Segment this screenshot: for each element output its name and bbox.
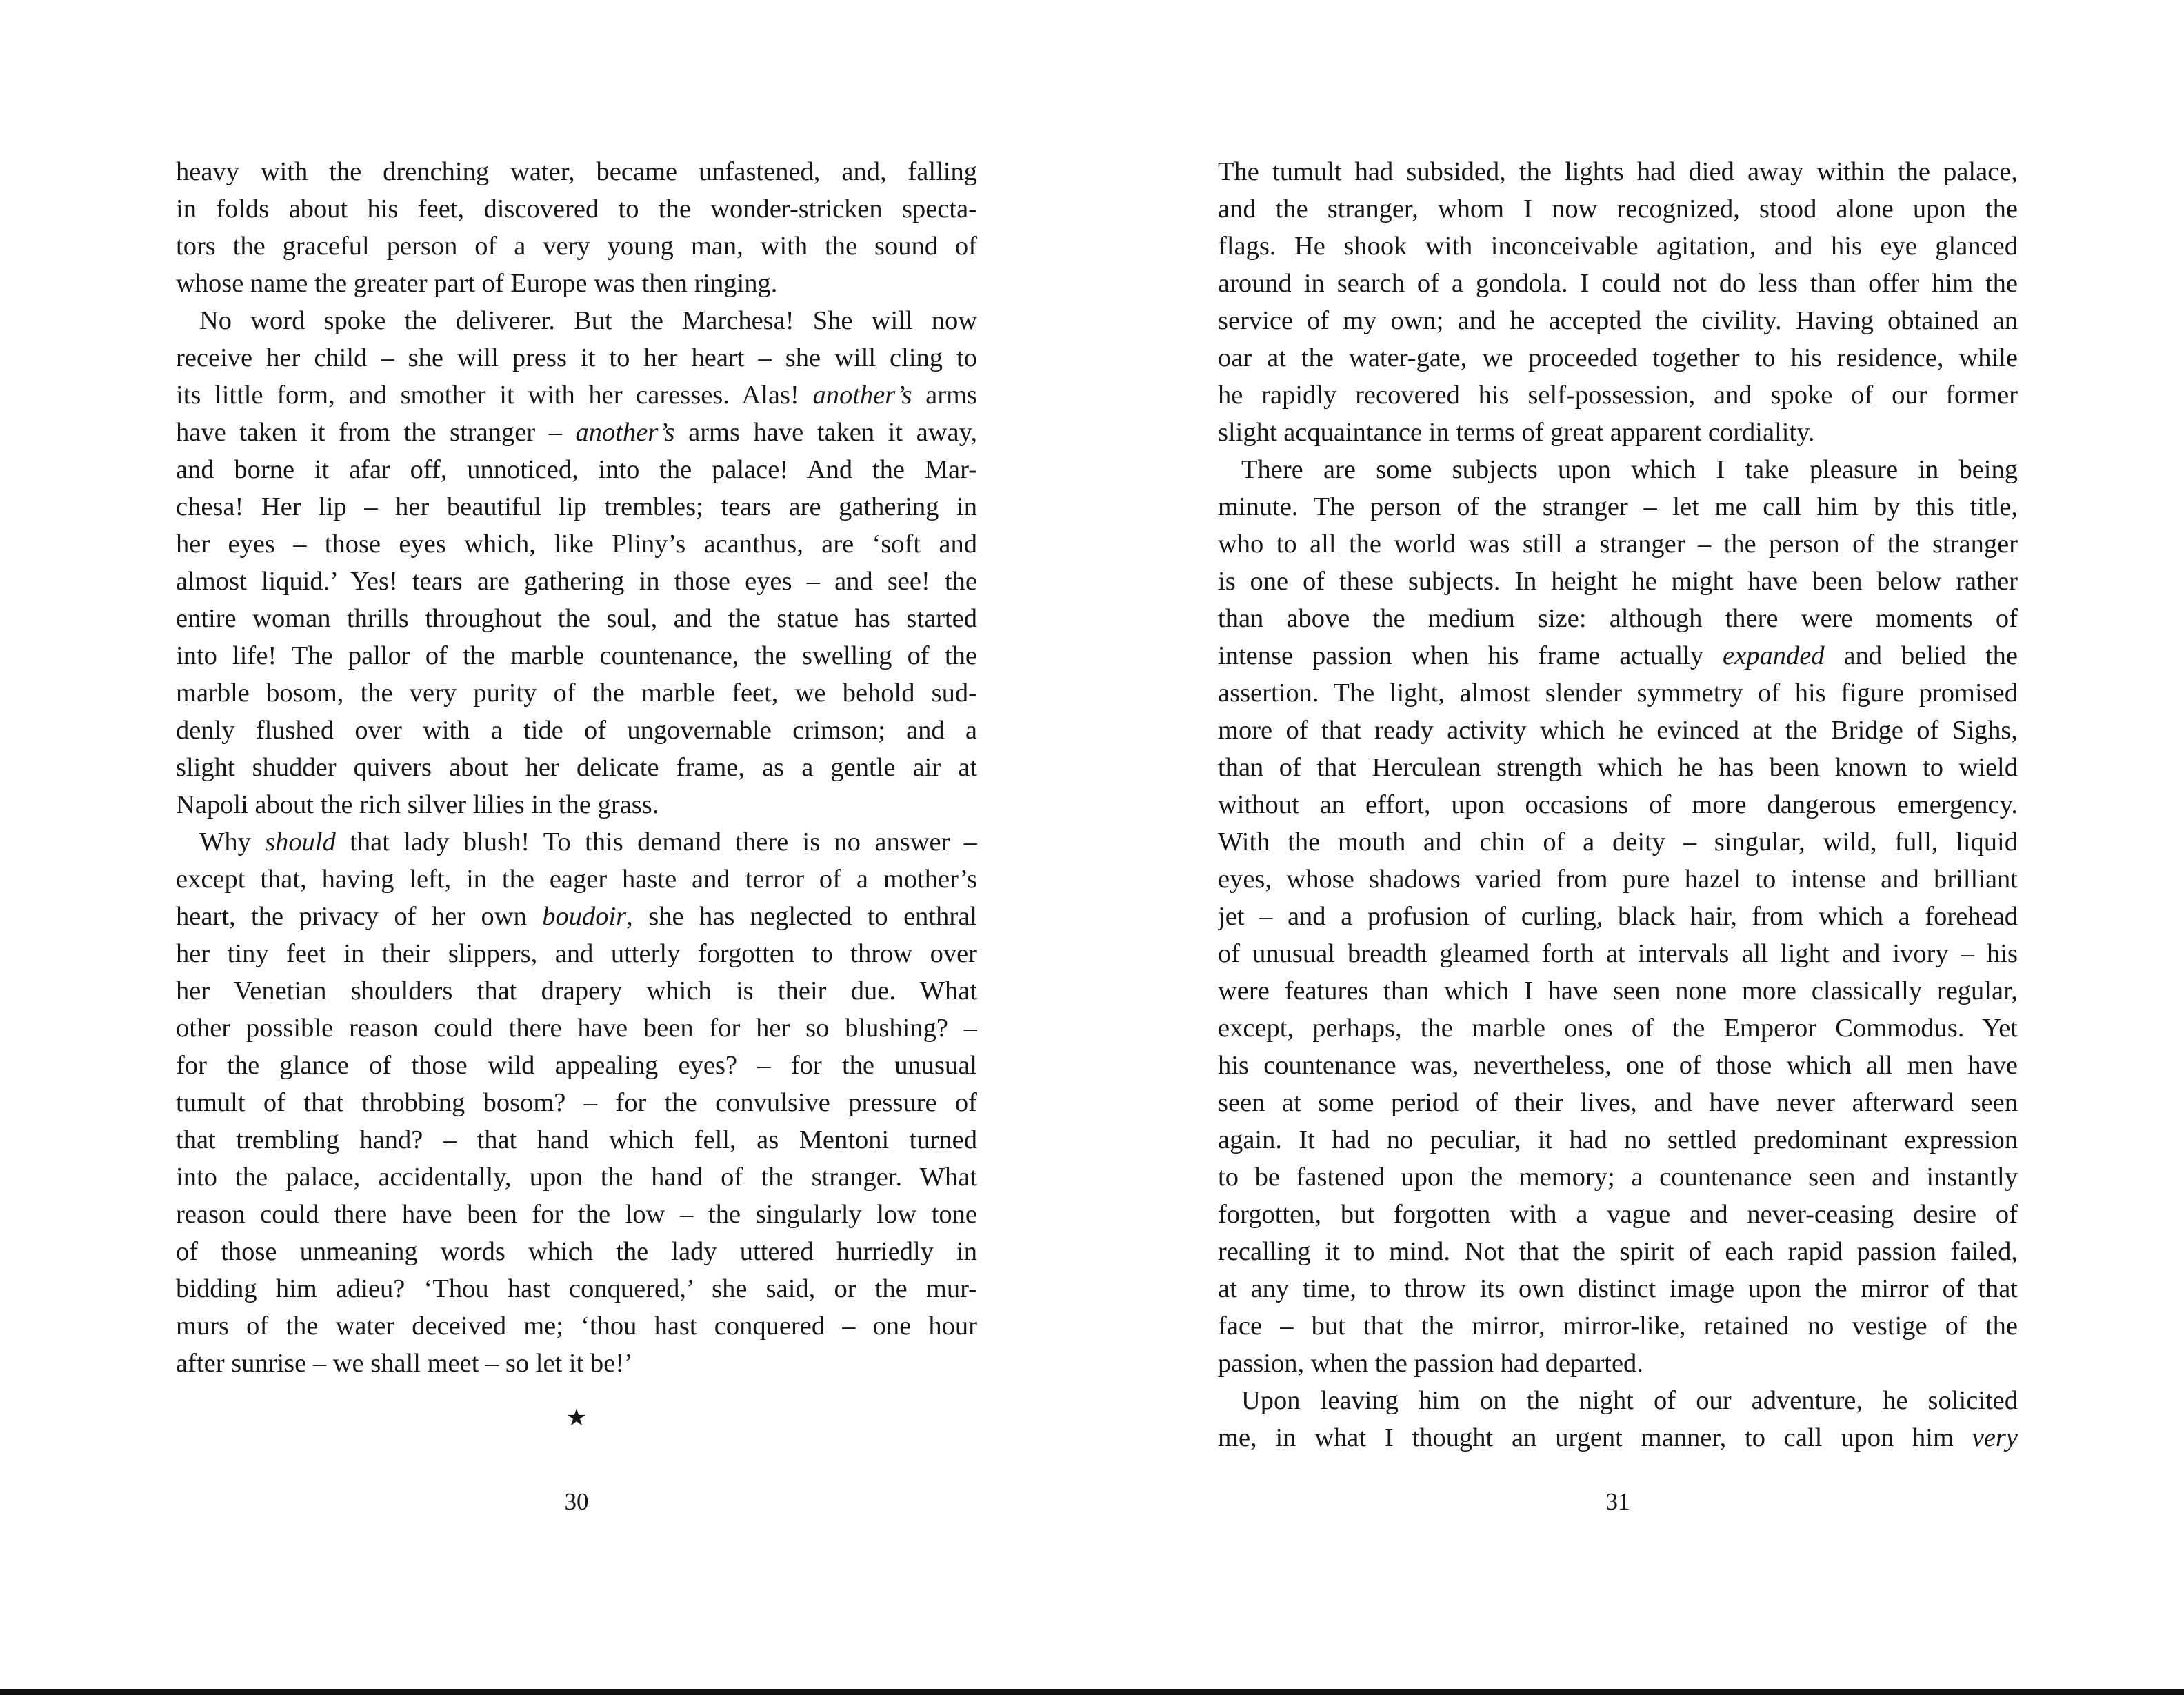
text-line: face – but that the mirror, mirror-like, retained no vestige of the — [1218, 1312, 2018, 1341]
text-line: and borne it afar off, unnoticed, into the palace! And the Mar- — [176, 455, 977, 484]
text-line: me, in what I thought an urgent manner, to call upon him very — [1218, 1423, 2018, 1452]
text-line: around in search of a gondola. I could not do less than offer him the — [1218, 269, 2018, 298]
text-line: flags. He shook with inconceivable agitation, and his eye glanced — [1218, 232, 2018, 261]
text-line: again. It had no peculiar, it had no settled predominant expression — [1218, 1125, 2018, 1154]
text-line: her eyes – those eyes which, like Pliny’s acanthus, are ‘soft and — [176, 530, 977, 559]
text-line: for the glance of those wild appealing eyes? – for the unusual — [176, 1051, 977, 1080]
text-line: of unusual breadth gleamed forth at intervals all light and ivory – his — [1218, 939, 2018, 968]
text-line: that trembling hand? – that hand which fell, as Mentoni turned — [176, 1125, 977, 1154]
text-line: heavy with the drenching water, became unfastened, and, falling — [176, 157, 977, 186]
text-line: passion, when the passion had departed. — [1218, 1349, 1643, 1378]
text-line: into life! The pallor of the marble countenance, the swelling of the — [176, 641, 977, 670]
text-line: in folds about his feet, discovered to the wonder-stricken specta- — [176, 194, 977, 223]
text-line: have taken it from the stranger – another’s arms have taken it away, — [176, 418, 977, 447]
text-line: With the mouth and chin of a deity – singular, wild, full, liquid — [1218, 828, 2018, 856]
text-line: recalling it to mind. Not that the spirit of each rapid passion failed, — [1218, 1237, 2018, 1266]
text-line: assertion. The light, almost slender symmetry of his figure promised — [1218, 679, 2018, 708]
text-line: than of that Herculean strength which he has been known to wield — [1218, 753, 2018, 782]
text-line: tumult of that throbbing bosom? – for the convulsive pressure of — [176, 1088, 977, 1117]
text-line: at any time, to throw its own distinct image upon the mirror of that — [1218, 1274, 2018, 1303]
text-line: into the palace, accidentally, upon the hand of the stranger. What — [176, 1163, 977, 1192]
text-line: seen at some period of their lives, and have never afterward seen — [1218, 1088, 2018, 1117]
text-line: The tumult had subsided, the lights had died away within the palace, — [1218, 157, 2018, 186]
text-line: heart, the privacy of her own boudoir, she has neglected to enthral — [176, 902, 977, 931]
text-line: of those unmeaning words which the lady uttered hurriedly in — [176, 1237, 977, 1266]
page-number-verso: 30 — [564, 1488, 589, 1515]
text-line: eyes, whose shadows varied from pure hazel to intense and brilliant — [1218, 865, 2018, 894]
text-line: minute. The person of the stranger – let me call him by this title, — [1218, 492, 2018, 521]
text-line: were features than which I have seen none more classically regular, — [1218, 976, 2018, 1005]
text-line: except, perhaps, the marble ones of the Emperor Commodus. Yet — [1218, 1014, 2018, 1043]
text-line: whose name the greater part of Europe was then ringing. — [176, 269, 778, 298]
text-line: There are some subjects upon which I take pleasure in being — [1241, 455, 2018, 484]
section-separator-star: ★ — [565, 1405, 588, 1431]
page-number-recto: 31 — [1605, 1488, 1630, 1515]
text-line: No word spoke the deliverer. But the Marchesa! She will now — [199, 306, 977, 335]
text-line: receive her child – she will press it to her heart – she will cling to — [176, 343, 977, 372]
text-line: who to all the world was still a stranger – the person of the stranger — [1218, 530, 2018, 559]
text-line: except that, having left, in the eager haste and terror of a mother’s — [176, 865, 977, 894]
text-line: jet – and a profusion of curling, black hair, from which a forehead — [1218, 902, 2018, 931]
text-line: without an effort, upon occasions of more dangerous emergency. — [1218, 790, 2018, 819]
text-line: her Venetian shoulders that drapery which is their due. What — [176, 976, 977, 1005]
text-line: chesa! Her lip – her beautiful lip trembles; tears are gathering in — [176, 492, 977, 521]
text-line: oar at the water-gate, we proceeded together to his residence, while — [1218, 343, 2018, 372]
text-line: after sunrise – we shall meet – so let it be!’ — [176, 1349, 633, 1378]
text-line: its little form, and smother it with her caresses. Alas! another’s arms — [176, 381, 977, 410]
page-bottom-edge — [0, 1689, 2184, 1695]
text-line: service of my own; and he accepted the civility. Having obtained an — [1218, 306, 2018, 335]
text-line: tors the graceful person of a very young man, with the sound of — [176, 232, 977, 261]
text-line: reason could there have been for the low – the singularly low tone — [176, 1200, 977, 1229]
text-line: more of that ready activity which he evinced at the Bridge of Sighs, — [1218, 716, 2018, 745]
text-line: his countenance was, nevertheless, one of those which all men have — [1218, 1051, 2018, 1080]
text-line: forgotten, but forgotten with a vague and never-ceasing desire of — [1218, 1200, 2018, 1229]
page-text-recto — [1218, 153, 2018, 1456]
text-line: intense passion when his frame actually expanded and belied the — [1218, 641, 2018, 670]
page-text-verso — [176, 153, 977, 1382]
text-line: than above the medium size: although there were moments of — [1218, 604, 2018, 633]
text-line: Why should that lady blush! To this demand there is no answer – — [199, 828, 977, 856]
text-line: denly flushed over with a tide of ungovernable crimson; and a — [176, 716, 977, 745]
text-line: murs of the water deceived me; ‘thou hast conquered – one hour — [176, 1312, 977, 1341]
text-line: to be fastened upon the memory; a countenance seen and instantly — [1218, 1163, 2018, 1192]
text-line: and the stranger, whom I now recognized, stood alone upon the — [1218, 194, 2018, 223]
text-line: other possible reason could there have been for her so blushing? – — [176, 1014, 977, 1043]
text-line: entire woman thrills throughout the soul, and the statue has started — [176, 604, 977, 633]
text-line: Upon leaving him on the night of our adventure, he solicited — [1241, 1386, 2018, 1415]
text-line: marble bosom, the very purity of the marble feet, we behold sud- — [176, 679, 977, 708]
text-line: Napoli about the rich silver lilies in the grass. — [176, 790, 659, 819]
text-line: her tiny feet in their slippers, and utterly forgotten to throw over — [176, 939, 977, 968]
text-line: slight shudder quivers about her delicate frame, as a gentle air at — [176, 753, 977, 782]
text-line: bidding him adieu? ‘Thou hast conquered,’ she said, or the mur- — [176, 1274, 977, 1303]
text-line: he rapidly recovered his self-possession, and spoke of our former — [1218, 381, 2018, 410]
text-line: almost liquid.’ Yes! tears are gathering in those eyes – and see! the — [176, 567, 977, 596]
text-line: slight acquaintance in terms of great apparent cordiality. — [1218, 418, 1815, 447]
text-line: is one of these subjects. In height he might have been below rather — [1218, 567, 2018, 596]
